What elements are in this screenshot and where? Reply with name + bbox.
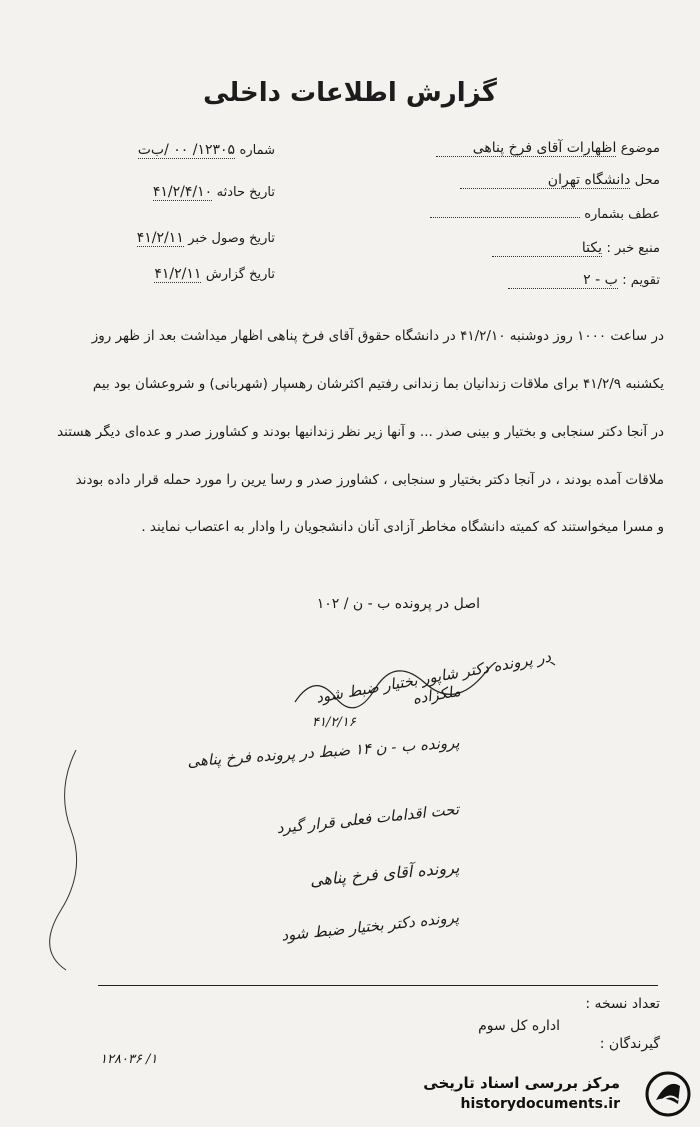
- file-note: اصل در پرونده ب - ن / ۱۰۲: [316, 596, 480, 612]
- body-line-4: ملاقات آمده بودند ، در آنجا دکتر بختیار و سنجابی ، کشاورز صدر و رسا یرین را مورد حمله قرار داده بودند: [75, 472, 664, 488]
- divider-line: [98, 985, 658, 986]
- handwritten-note-1: پرونده ب - ن ۱۴ ضبط در پرونده فرخ پناهی: [186, 733, 461, 771]
- field-received-date-label: تاریخ وصول خبر: [188, 231, 275, 246]
- field-location-value: دانشگاه تهران: [460, 172, 630, 189]
- signature-scribble: [290, 662, 580, 722]
- field-source: [492, 240, 660, 257]
- field-subject-label: موضوع: [620, 141, 660, 156]
- field-report-date-value: ۴۱/۲/۱۱: [154, 266, 202, 282]
- body-line-3: در آنجا دکتر سنجابی و بختیار و بینی صدر ... و آنها زیر نظر زندانیها بودند و کشاورز صدر و عده‌ای دیگر هستند: [57, 424, 664, 440]
- field-reference: [430, 206, 660, 222]
- recipients-label: گیرندگان :: [599, 1036, 660, 1052]
- footer-brand-url: historydocuments.ir: [460, 1096, 620, 1112]
- field-incident-date-value: ۴۱/۲/۴/۱۰: [152, 184, 213, 200]
- field-location: [460, 172, 660, 189]
- body-line-2: یکشنبه ۴۱/۲/۹ برای ملاقات زندانیان بما زندانی رفتیم اکثرشان رهسپار (شهربانی) و شروعشان بود بیم: [92, 376, 664, 392]
- field-number: [100, 142, 275, 159]
- document-title: گزارش اطلاعات داخلی: [203, 78, 497, 108]
- field-reference-value: [430, 217, 580, 218]
- copies-value: اداره کل سوم: [478, 1018, 560, 1034]
- field-reference-label: عطف بشماره: [584, 207, 660, 222]
- body-line-5: و مسرا میخواستند که کمیته دانشگاه مخاطر آزادی آنان دانشجویان را وادار به اعتصاب نمایند .: [141, 519, 664, 535]
- field-received-date-value: ۴۱/۲/۱۱: [136, 230, 184, 246]
- handwriting-margin-strokes: [36, 740, 96, 980]
- field-number-label: شماره: [239, 143, 275, 158]
- handwritten-note-4: پرونده دکتر بختیار ضبط شود: [280, 908, 460, 945]
- handwritten-note-3: پرونده آقای فرخ پناهی: [309, 857, 461, 890]
- stamp-number: ۱۲۸۰۳۶ /۱: [100, 1052, 158, 1067]
- body-line-1: در ساعت ۱۰۰۰ روز دوشنبه ۴۱/۲/۱۰ در دانشگاه حقوق آقای فرخ پناهی اظهار میداشت بعد از ظهر روز: [91, 328, 664, 344]
- field-location-label: محل: [634, 173, 660, 188]
- field-number-value: ۱۲۳۰۵/ ۰۰ /ب‌ت: [137, 142, 236, 158]
- signature-note: در پرونده دکتر شاپور بختیار ضبط شود ملکزاده: [314, 647, 553, 708]
- copies-label: تعداد نسخه :: [585, 996, 660, 1012]
- documents-center-logo-icon: [644, 1070, 692, 1118]
- field-source-label: منبع خبر :: [606, 241, 660, 256]
- field-report-date: [100, 266, 275, 283]
- footer-brand-fa: مرکز بررسی اسناد تاریخی: [423, 1074, 620, 1092]
- field-report-date-label: تاریخ گزارش: [205, 267, 275, 282]
- field-incident-date: [100, 184, 275, 201]
- signature-date: ۴۱/۲/۱۶: [312, 715, 356, 730]
- field-source-value: یکتا: [492, 240, 602, 257]
- field-calendar-label: تقویم :: [622, 273, 660, 288]
- field-calendar-value: ب - ۲: [508, 272, 618, 289]
- field-subject: [436, 140, 660, 157]
- field-calendar: [508, 272, 660, 289]
- field-incident-date-label: تاریخ حادثه: [216, 185, 275, 200]
- field-received-date: [100, 230, 275, 247]
- field-subject-value: اظهارات آقای فرخ پناهی: [436, 140, 616, 157]
- handwritten-note-2: تحت اقدامات فعلی قرار گیرد: [275, 800, 460, 838]
